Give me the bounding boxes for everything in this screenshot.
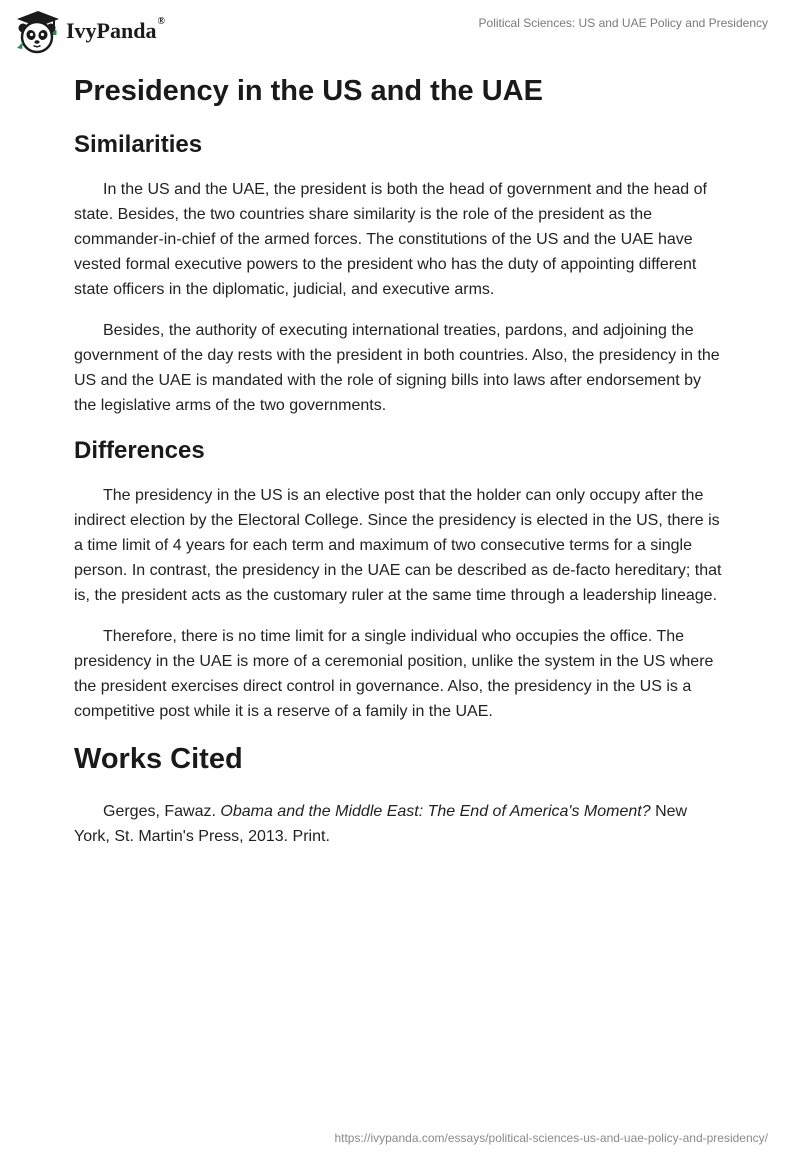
paragraph: The presidency in the US is an elective post that the holder can only occupy after the indirect election by the Electoral College. Since the presidency is elected in the US, there is a time limit of 4 years for each term and maximum of two consecutive terms for a single person. In contrast, the presidency in the UAE can be described as de-facto hereditary; that is, the president acts as the customary ruler at the same time through a leadership lineage.	[74, 487, 722, 604]
paragraph: Therefore, there is no time limit for a single individual who occupies the office. The presidency in the UAE is more of a ceremonial position, unlike the system in the US where the president exercises direct control in governance. Also, the presidency in the US is a competitive post while it is a reserve of a family in the UAE.	[74, 628, 714, 720]
citation-publication: New York, St. Martin's Press, 2013. Print.	[74, 803, 688, 845]
citation-author: Gerges, Fawaz.	[103, 803, 216, 820]
panda-graduate-icon	[14, 8, 62, 56]
citation-entry	[74, 799, 726, 849]
brand-name: IvyPanda®	[66, 16, 165, 43]
paragraph: In the US and the UAE, the president is both the head of government and the head of state. Besides, the two countries share similarity is the role of the president as the commander-in-chief of the armed forces. The constitutions of the US and the UAE have vested formal executive powers to the president who has the duty of appointing different state officers in the diplomatic, judicial, and executive arms.	[74, 181, 707, 298]
paragraph: Besides, the authority of executing international treaties, pardons, and adjoining the government of the day rests with the president in both countries. Also, the presidency in the US and the UAE is mandated with the role of signing bills into laws after endorsement by the legislative arms of the two governments.	[74, 322, 720, 414]
brand-logo[interactable]	[14, 8, 165, 56]
section-heading-similarities: Similarities	[74, 131, 203, 158]
page-title: Presidency in the US and the UAE	[74, 75, 543, 107]
registered-mark: ®	[157, 16, 165, 27]
source-url[interactable]: https://ivypanda.com/essays/political-sciences-us-and-uae-policy-and-presidency/	[334, 1131, 768, 1145]
article-body	[74, 72, 726, 849]
section-heading-differences: Differences	[74, 437, 205, 464]
document-category-title: Political Sciences: US and UAE Policy and Presidency	[478, 16, 768, 30]
section-heading-works-cited: Works Cited	[74, 743, 243, 775]
citation-title: Obama and the Middle East: The End of America's Moment?	[220, 803, 651, 820]
page-header	[0, 0, 800, 60]
